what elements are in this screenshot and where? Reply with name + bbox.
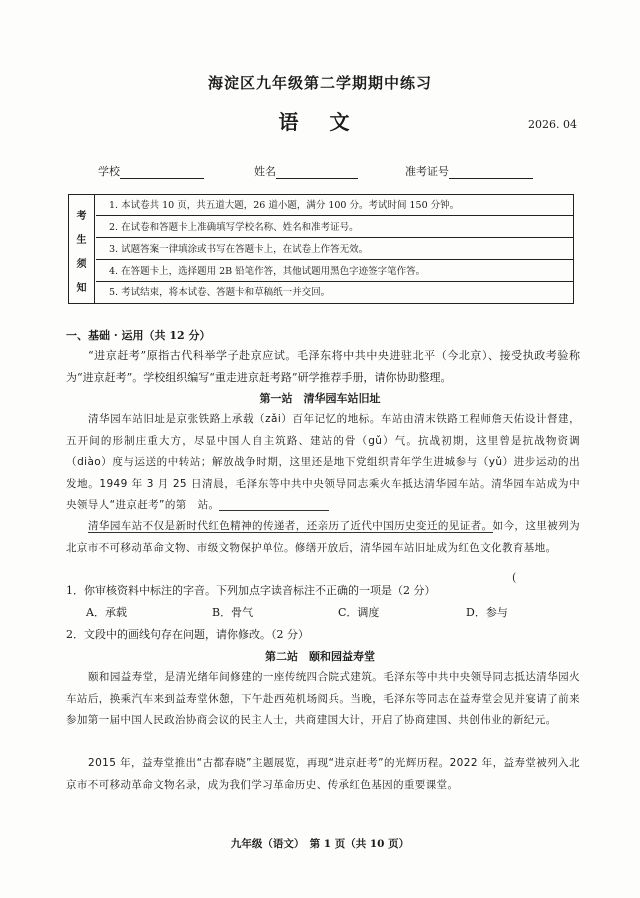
- station1-text-2: 如今，这里被列为北京市不可移动革命文物、市级文物保护单位。修缮开放后，清华园车站旧址成为红色文化教育基地。: [66, 520, 580, 554]
- exam-date: 2026. 04: [528, 118, 577, 131]
- notice-item: 4. 在答题卡上，选择题用 2B 铅笔作答，其他试题用黑色字迹签字笔作答。: [96, 261, 573, 282]
- stray-mark: (: [512, 571, 517, 584]
- option-d: D．参与: [466, 606, 508, 619]
- section-intro: “进京赶考”原指古代科举学子赴京应试。毛泽东将中共中央进驻北平（今北京）、接受执政考验称为“进京赶考”。学校组织编写“重走进京赶考路”研学推荐手册，请你协助整理。: [66, 349, 580, 384]
- exam-title: 海淀区九年级第二学期期中练习: [207, 74, 432, 92]
- station2-paragraph: 颐和园益寿堂，是清光绪年间修建的一座传统四合院式建筑。毛泽东等中共中央领导同志抵达清华园火车站后，换乘汽车来到益寿堂休憩，下午赴西苑机场阅兵。当晚，毛泽东等同志在益寿堂会见并宴请了前来参加第一届中国人民政治协商会议的民主人士，共商建国大计，开启了协商建国、共创伟业的新纪元。: [66, 671, 580, 726]
- notice-item: 1. 本试卷共 10 页，共五道大题，26 道小题，满分 100 分。考试时间 150 分钟。: [96, 195, 573, 216]
- question-1: 1．你审核资料中标注的字音。下列加点字读音标注不正确的一项是（2 分）: [66, 584, 436, 597]
- option-b: B．骨气: [212, 606, 254, 619]
- option-a: A．承载: [86, 606, 127, 619]
- station1-paragraph-2: [66, 516, 580, 559]
- exam-id-blank: [449, 166, 533, 179]
- name-field: [254, 163, 358, 179]
- notice-item: 5. 考试结束，将本试卷、答题卡和草稿纸一并交回。: [109, 287, 331, 298]
- name-label: 姓名: [254, 165, 276, 178]
- subject-title: 语 文: [278, 110, 362, 134]
- exam-notice-box: [68, 194, 574, 304]
- notice-item: 2. 在试卷和答题卡上准确填写学校名称、姓名和准考证号。: [96, 217, 573, 238]
- underlined-sentence: 清华园车站不仅是新时代红色精神的传递者，还亲历了近代中国历史变迁的见证者。: [88, 520, 493, 532]
- station1-title: 第一站 清华园车站旧址: [259, 392, 381, 405]
- school-label: 学校: [98, 165, 120, 178]
- name-blank: [276, 166, 358, 179]
- notice-side-char: 知: [76, 283, 87, 294]
- notice-side-char: 生: [76, 235, 87, 246]
- question-2: 2．文段中的画线句存在问题，请你修改。（2 分）: [66, 628, 309, 641]
- station1-text: 清华园车站旧址是京张铁路上承载（zǎi）百年记忆的地标。车站由清末铁路工程师詹天佑设计督建，五开间的形制庄重大方，尽显中国人自主筑路、建站的骨（gǔ）气。抗战初期，这里曾是抗战物资调（diào）度与运送的中转站；解放战争时期，这里还是地下党组织青年学生进城参与（yǔ）进步运动的出发地。1949 年 3 月 25 日清晨，毛泽东等中共中央领导同志乘火车抵达清华园车站。清华园车站成为中央领导人“进京赶考”的第 站。: [66, 413, 580, 511]
- page-footer: 九年级（语文） 第 1 页（共 10 页）: [230, 838, 410, 850]
- notice-side-char: 须: [76, 259, 87, 270]
- school-field: [98, 163, 204, 179]
- section-heading: 一、基础 · 运用（共 12 分）: [66, 329, 211, 342]
- option-c: C．调度: [338, 606, 380, 619]
- notice-side-char: 考: [76, 211, 87, 222]
- notice-side-label: [69, 195, 95, 303]
- answer-blank-line: [219, 500, 329, 511]
- station1-paragraph: [66, 409, 580, 517]
- exam-id-field: [405, 163, 533, 179]
- station2-paragraph-2: 2015 年，益寿堂推出“古都春晓”主题展览，再现“进京赶考”的光辉历程。2022 年，益寿堂被列入北京市不可移动革命文物名录，成为我们学习革命历史、传承红色基因的重要课堂。: [66, 757, 580, 791]
- exam-id-label: 准考证号: [405, 165, 449, 178]
- school-blank: [120, 166, 204, 179]
- station2-title: 第二站 颐和园益寿堂: [265, 650, 375, 663]
- notice-item: 3. 试题答案一律填涂或书写在答题卡上，在试卷上作答无效。: [96, 239, 573, 260]
